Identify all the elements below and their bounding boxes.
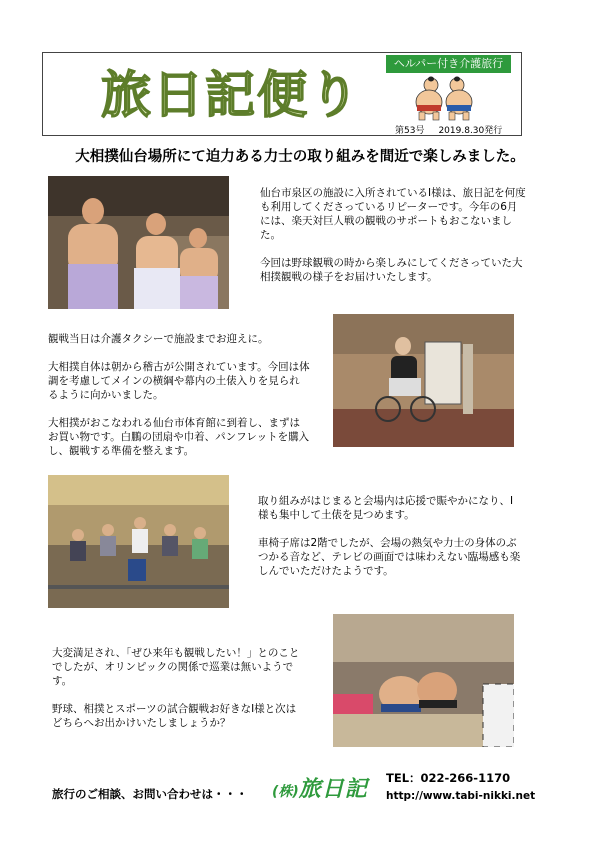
masthead-box — [42, 52, 522, 136]
section-paragraph: 今回は野球観戦の時から楽しみにしてくださっていた大相撲観戦の様子をお届けいたします。 — [260, 257, 523, 283]
section-paragraph: 野球、相撲とスポーツの試合観戦お好きなI様と次はどちらへお出かけいたしましょうか？ — [52, 703, 297, 729]
section-4-text — [52, 646, 306, 730]
photo-sumo-bout — [333, 614, 514, 747]
issue-number: 第53号 — [395, 126, 425, 136]
contact-prompt: 旅行のご相談、お問い合わせは・・・ — [52, 787, 248, 801]
company-prefix: (株) — [272, 784, 299, 800]
article-headline: 大相撲仙台場所にて迫力ある力士の取り組みを間近で楽しみました。 — [75, 149, 525, 165]
section-paragraph: 大変満足され、「ぜひ来年も観戦したい！」とのことでしたが、オリンピックの関係で巡業は無いようです。 — [52, 647, 300, 687]
sumo-wrestlers-illustration — [393, 75, 503, 121]
tour-type-badge: ヘルパー付き介護旅行 — [386, 55, 511, 73]
section-paragraph: 車椅子席は2階でしたが、会場の熱気や力士の身体のぶつかる音など、テレビの画面では味わえない臨場感も楽しんでいただけたようです。 — [258, 537, 521, 577]
section-paragraph: 大相撲がおこなわれる仙台市体育館に到着し、まずはお買い物です。白鵬の団扇や巾着、パンフレットを購入し、観戦する準備を整えます。 — [48, 417, 310, 457]
photo-ring-entry — [48, 176, 229, 309]
website-link[interactable]: http://www.tabi-nikki.net — [386, 790, 536, 802]
masthead-title: 旅日記便り — [101, 65, 361, 124]
company-logo — [272, 772, 368, 803]
section-3-text — [258, 494, 522, 578]
section-paragraph: 取り組みがはじまると会場内は応援で賑やかになり、I様も集中して土俵を見つめます。 — [258, 495, 514, 521]
company-name: 旅日記 — [298, 777, 368, 802]
section-paragraph: 大相撲自体は朝から稽古が公開されています。今回は体調を考慮してメインの横綱や幕内の土俵入りを見られるように向かいました。 — [48, 361, 310, 401]
section-1-text — [260, 186, 526, 284]
photo-wheelchair-guest — [333, 314, 514, 447]
issue-date: 2019.8.30発行 — [438, 126, 503, 136]
section-2-text — [48, 332, 310, 458]
section-paragraph: 仙台市泉区の施設に入所されているI様は、旅日記を何度も利用してくださっているリピーターです。今年の6月には、楽天対巨人戦の観戦のサポートもおこないました。 — [260, 187, 526, 241]
photo-spectators — [48, 475, 229, 608]
phone-number: TEL：022-266-1170 — [386, 771, 511, 785]
issue-info — [395, 123, 502, 136]
section-paragraph: 観戦当日は介護タクシーで施設までお迎えに。 — [48, 333, 269, 345]
